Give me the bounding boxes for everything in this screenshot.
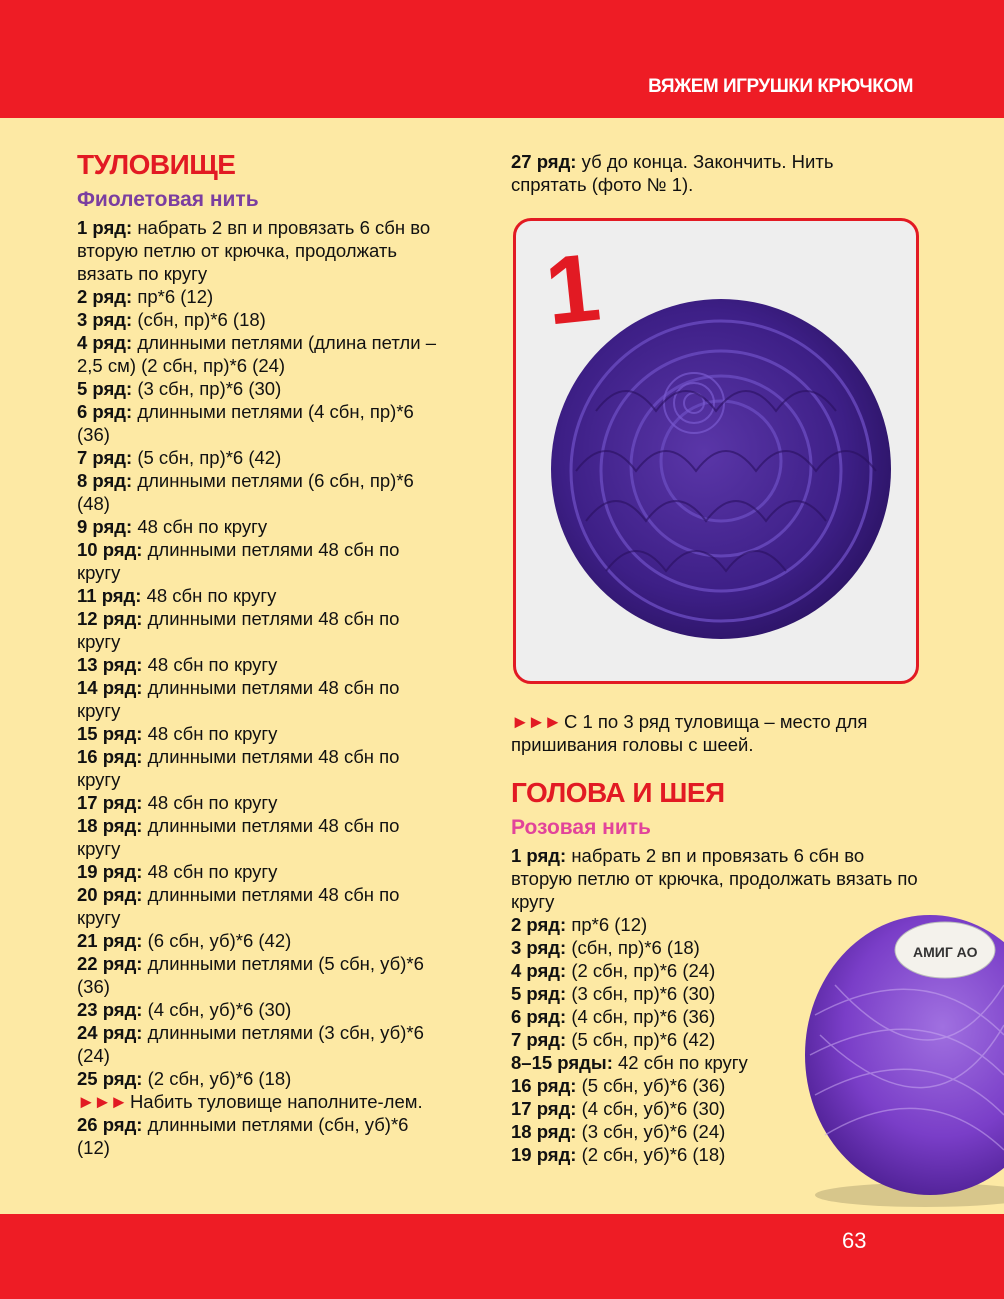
spool-label-text: АМИГ АО <box>913 944 978 960</box>
instruction-row <box>77 584 437 607</box>
instruction-row <box>77 216 437 285</box>
instruction-row <box>77 676 437 722</box>
instruction-row <box>77 515 437 538</box>
row-text: длинными петлями (4 сбн, пр)*6 (36) <box>77 401 414 445</box>
row-text: (4 сбн, пр)*6 (36) <box>566 1006 716 1027</box>
row-text: длинными петлями (5 сбн, уб)*6 (36) <box>77 953 424 997</box>
instruction-row <box>77 607 437 653</box>
row-label: 5 ряд: <box>77 378 133 399</box>
row-text: 48 сбн по кругу <box>141 585 277 606</box>
arrows-icon: ►►► <box>77 1091 126 1112</box>
row-text: (4 сбн, уб)*6 (30) <box>142 999 292 1020</box>
row-text: длинными петлями (длина петли – 2,5 см) (2 сбн, пр)*6 (24) <box>77 332 436 376</box>
row-text: пр*6 (12) <box>566 914 648 935</box>
row-text: 42 сбн по кругу <box>612 1052 748 1073</box>
row-label: 15 ряд: <box>77 723 143 744</box>
row-label: 24 ряд: <box>77 1022 143 1043</box>
row-label: 23 ряд: <box>77 999 143 1020</box>
row-label: 6 ряд: <box>77 401 133 422</box>
row-label: 17 ряд: <box>77 792 143 813</box>
row-label: 4 ряд: <box>77 332 133 353</box>
row-label: 20 ряд: <box>77 884 143 905</box>
row-label: 18 ряд: <box>511 1121 577 1142</box>
row-text: 48 сбн по кругу <box>142 654 278 675</box>
row-label: 22 ряд: <box>77 953 143 974</box>
instruction-row <box>77 814 437 860</box>
row-text: (5 сбн, пр)*6 (42) <box>132 447 282 468</box>
row-label: 1 ряд: <box>511 845 567 866</box>
row-text: (сбн, пр)*6 (18) <box>132 309 266 330</box>
section-title-head: ГОЛОВА И ШЕЯ <box>511 777 725 808</box>
bottom-banner <box>0 1214 1004 1299</box>
row-label: 3 ряд: <box>511 937 567 958</box>
row-text: длинными петлями 48 сбн по кругу <box>77 884 400 928</box>
row-text: (2 сбн, пр)*6 (24) <box>566 960 716 981</box>
row-text: 48 сбн по кругу <box>132 516 268 537</box>
instruction-row <box>77 653 437 676</box>
instruction-row <box>77 377 437 400</box>
instruction-row <box>77 331 437 377</box>
row-text: (3 сбн, пр)*6 (30) <box>566 983 716 1004</box>
top-banner <box>0 0 1004 118</box>
section-title-body: ТУЛОВИЩЕ <box>77 149 236 180</box>
body-rows-list <box>77 216 437 1090</box>
row-text: (5 сбн, уб)*6 (36) <box>576 1075 726 1096</box>
yarn-spool-image <box>805 895 1004 1215</box>
row-label: 19 ряд: <box>511 1144 577 1165</box>
note-stuff: ►►► Набить туловище наполните-лем. <box>77 1091 423 1112</box>
row-text: длинными петлями 48 сбн по кругу <box>77 677 400 721</box>
row-label: 1 ряд: <box>77 217 133 238</box>
arrows-icon: ►►► <box>511 711 560 732</box>
row-text: (2 сбн, уб)*6 (18) <box>142 1068 292 1089</box>
instruction-row <box>77 285 437 308</box>
yarn-color-body: Фиолетовая нить <box>77 188 259 211</box>
row-text: длинными петлями (6 сбн, пр)*6 (48) <box>77 470 414 514</box>
photo-crochet-body <box>513 218 919 684</box>
row-text: набрать 2 вп и провязать 6 сбн во вторую петлю от крючка, продолжать вязать по кругу <box>77 217 431 284</box>
instruction-row <box>77 929 437 952</box>
row-label: 10 ряд: <box>77 539 143 560</box>
page-number: 63 <box>842 1228 867 1253</box>
row-label: 7 ряд: <box>77 447 133 468</box>
row-label: 12 ряд: <box>77 608 143 629</box>
row-text: 48 сбн по кругу <box>142 792 278 813</box>
row-text: (сбн, пр)*6 (18) <box>566 937 700 958</box>
row-text: длинными петлями 48 сбн по кругу <box>77 746 400 790</box>
left-column <box>77 148 437 1159</box>
row-text: набрать 2 вп и провязать 6 сбн во вторую петлю от крючка, продолжать вязать по кругу <box>511 845 918 912</box>
instruction-row <box>77 745 437 791</box>
instruction-row <box>77 860 437 883</box>
instruction-row <box>77 952 437 998</box>
row-text: длинными петлями (3 сбн, уб)*6 (24) <box>77 1022 424 1066</box>
row-label: 21 ряд: <box>77 930 143 951</box>
photo-number: 1 <box>540 233 605 346</box>
row-text: длинными петлями 48 сбн по кругу <box>77 539 400 583</box>
row-label: 8–15 ряды: <box>511 1052 613 1073</box>
row-label: 16 ряд: <box>77 746 143 767</box>
row-label: 5 ряд: <box>511 983 567 1004</box>
row-label: 19 ряд: <box>77 861 143 882</box>
row-label: 16 ряд: <box>511 1075 577 1096</box>
instruction-row <box>77 883 437 929</box>
row-label: 17 ряд: <box>511 1098 577 1119</box>
row-text: пр*6 (12) <box>132 286 214 307</box>
row-label: 13 ряд: <box>77 654 143 675</box>
yarn-color-head: Розовая нить <box>511 816 651 839</box>
row-label: 18 ряд: <box>77 815 143 836</box>
row-text: (3 сбн, пр)*6 (30) <box>132 378 282 399</box>
instruction-row <box>77 469 437 515</box>
row-label: 4 ряд: <box>511 960 567 981</box>
row-label: 2 ряд: <box>77 286 133 307</box>
row-text: 48 сбн по кругу <box>142 723 278 744</box>
instruction-row <box>77 1021 437 1067</box>
row-26: 26 ряд: длинными петлями (сбн, уб)*6 (12) <box>77 1114 409 1158</box>
instruction-row <box>77 1067 437 1090</box>
instruction-row <box>77 400 437 446</box>
row-text: длинными петлями 48 сбн по кругу <box>77 815 400 859</box>
instruction-row <box>77 446 437 469</box>
running-title: ВЯЖЕМ ИГРУШКИ КРЮЧКОМ <box>648 76 913 97</box>
note-neck: ►►► С 1 по 3 ряд туловища – место для пришивания головы с шеей. <box>511 711 868 755</box>
row-text: (3 сбн, уб)*6 (24) <box>576 1121 726 1142</box>
instruction-row <box>77 791 437 814</box>
row-label: 2 ряд: <box>511 914 567 935</box>
row-label: 9 ряд: <box>77 516 133 537</box>
row-27: 27 ряд: уб до конца. Закончить. Нить спрятать (фото № 1). <box>511 151 834 195</box>
row-text: (2 сбн, уб)*6 (18) <box>576 1144 726 1165</box>
row-label: 6 ряд: <box>511 1006 567 1027</box>
instruction-row <box>77 308 437 331</box>
row-label: 25 ряд: <box>77 1068 143 1089</box>
row-text: (6 сбн, уб)*6 (42) <box>142 930 292 951</box>
row-text: длинными петлями 48 сбн по кругу <box>77 608 400 652</box>
row-label: 3 ряд: <box>77 309 133 330</box>
instruction-row <box>77 998 437 1021</box>
instruction-row <box>77 722 437 745</box>
row-text: (4 сбн, уб)*6 (30) <box>576 1098 726 1119</box>
row-label: 14 ряд: <box>77 677 143 698</box>
row-label: 7 ряд: <box>511 1029 567 1050</box>
instruction-row <box>77 538 437 584</box>
row-label: 8 ряд: <box>77 470 133 491</box>
row-label: 11 ряд: <box>77 585 142 606</box>
row-text: 48 сбн по кругу <box>142 861 278 882</box>
right-column-top <box>511 150 911 196</box>
row-text: (5 сбн, пр)*6 (42) <box>566 1029 716 1050</box>
